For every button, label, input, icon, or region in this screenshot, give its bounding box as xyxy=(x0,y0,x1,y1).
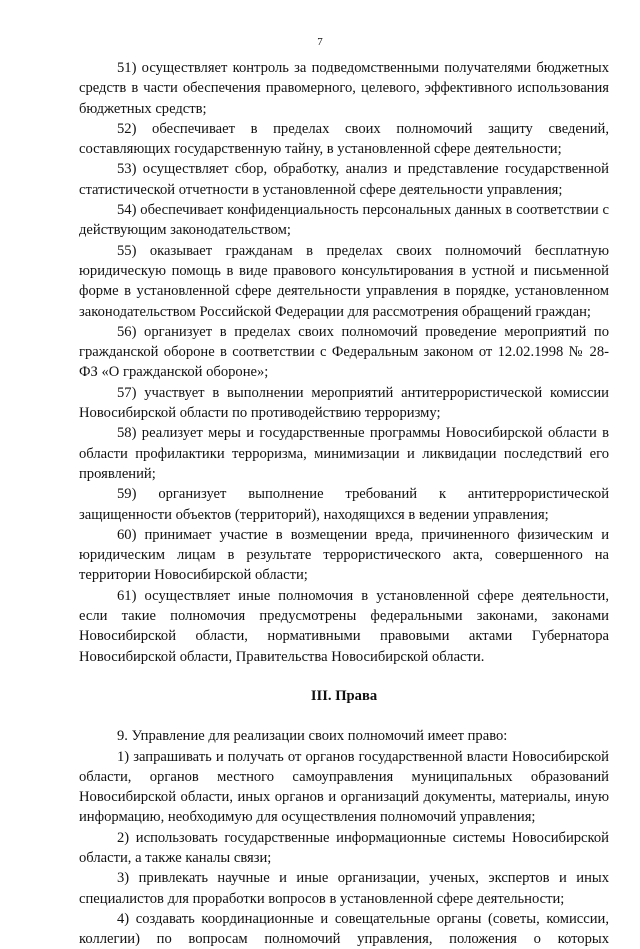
clause-9-intro: 9. Управление для реализации своих полномочий имеет право: xyxy=(117,728,508,745)
paragraph-item-56: 56) организует в пределах своих полномочий проведение мероприятий по гражданской обороне в соответствии с Федеральным законом от 12.02.1998 № 28-ФЗ «О гражданской обороне»; xyxy=(79,323,609,381)
paragraph-item-61: 61) осуществляет иные полномочия в установленной сфере деятельности, если такие полномочия предусмотрены федеральными законами, законами Новосибирской области, нормативными правовыми актами Губернатора Новосибирской области, Правительства Новосибирской области. xyxy=(79,587,609,665)
paragraph-item-54: 54) обеспечивает конфиденциальность персональных данных в соответствии с действующим законодательством; xyxy=(79,202,609,239)
paragraph-item-58: 58) реализует меры и государственные программы Новосибирской области в области профилактики терроризма, минимизации и ликвидации последствий его проявлений; xyxy=(79,425,609,482)
paragraph-item-60: 60) принимает участие в возмещении вреда, причиненного физическим и юридическим лицам в результате террористического акта, совершенного на территории Новосибирской области; xyxy=(79,526,609,584)
paragraph-item-59: 59) организует выполнение требований к антитеррористической защищенности объектов (территорий), находящихся в ведении управления; xyxy=(79,486,609,523)
rights-item-3: 3) привлекать научные и иные организации, ученых, экспертов и иных специалистов для проработки вопросов в установленной сфере деятельности; xyxy=(79,870,609,907)
rights-item-2: 2) использовать государственные информационные системы Новосибирской области, а также каналы связи; xyxy=(79,829,609,866)
page-number: 7 xyxy=(317,36,323,48)
paragraph-item-55: 55) оказывает гражданам в пределах своих полномочий бесплатную юридическую помощь в виде правового консультирования в устной и письменной форме в установленной сфере деятельности управления в порядке, установленном законодательством Российской Федерации для рассмотрения обращений граждан; xyxy=(79,242,609,320)
paragraph-item-52: 52) обеспечивает в пределах своих полномочий защиту сведений, составляющих государственную тайну, в установленной сфере деятельности; xyxy=(79,120,609,158)
paragraph-item-53: 53) осуществляет сбор, обработку, анализ и представление государственной статистической отчетности в установленной сфере деятельности управления; xyxy=(79,161,609,198)
rights-item-1: 1) запрашивать и получать от органов государственной власти Новосибирской области, органов местного самоуправления муниципальных образований Новосибирской области, иных органов и организаций документы, материалы, иную информацию, необходимую для осуществления полномочий управления; xyxy=(79,748,609,826)
section-heading: III. Права xyxy=(310,687,378,704)
paragraph-item-51: 51) осуществляет контроль за подведомственными получателями бюджетных средств в части обеспечения правомерного, целевого, эффективного использования бюджетных средств; xyxy=(79,60,609,117)
rights-item-4: 4) создавать координационные и совещательные органы (советы, комиссии, коллегии) по вопросам полномочий управления, положения о которых xyxy=(79,910,609,948)
document-body xyxy=(79,58,609,949)
paragraph-item-57: 57) участвует в выполнении мероприятий антитеррористической комиссии Новосибирской области по противодействию терроризму; xyxy=(79,384,609,422)
